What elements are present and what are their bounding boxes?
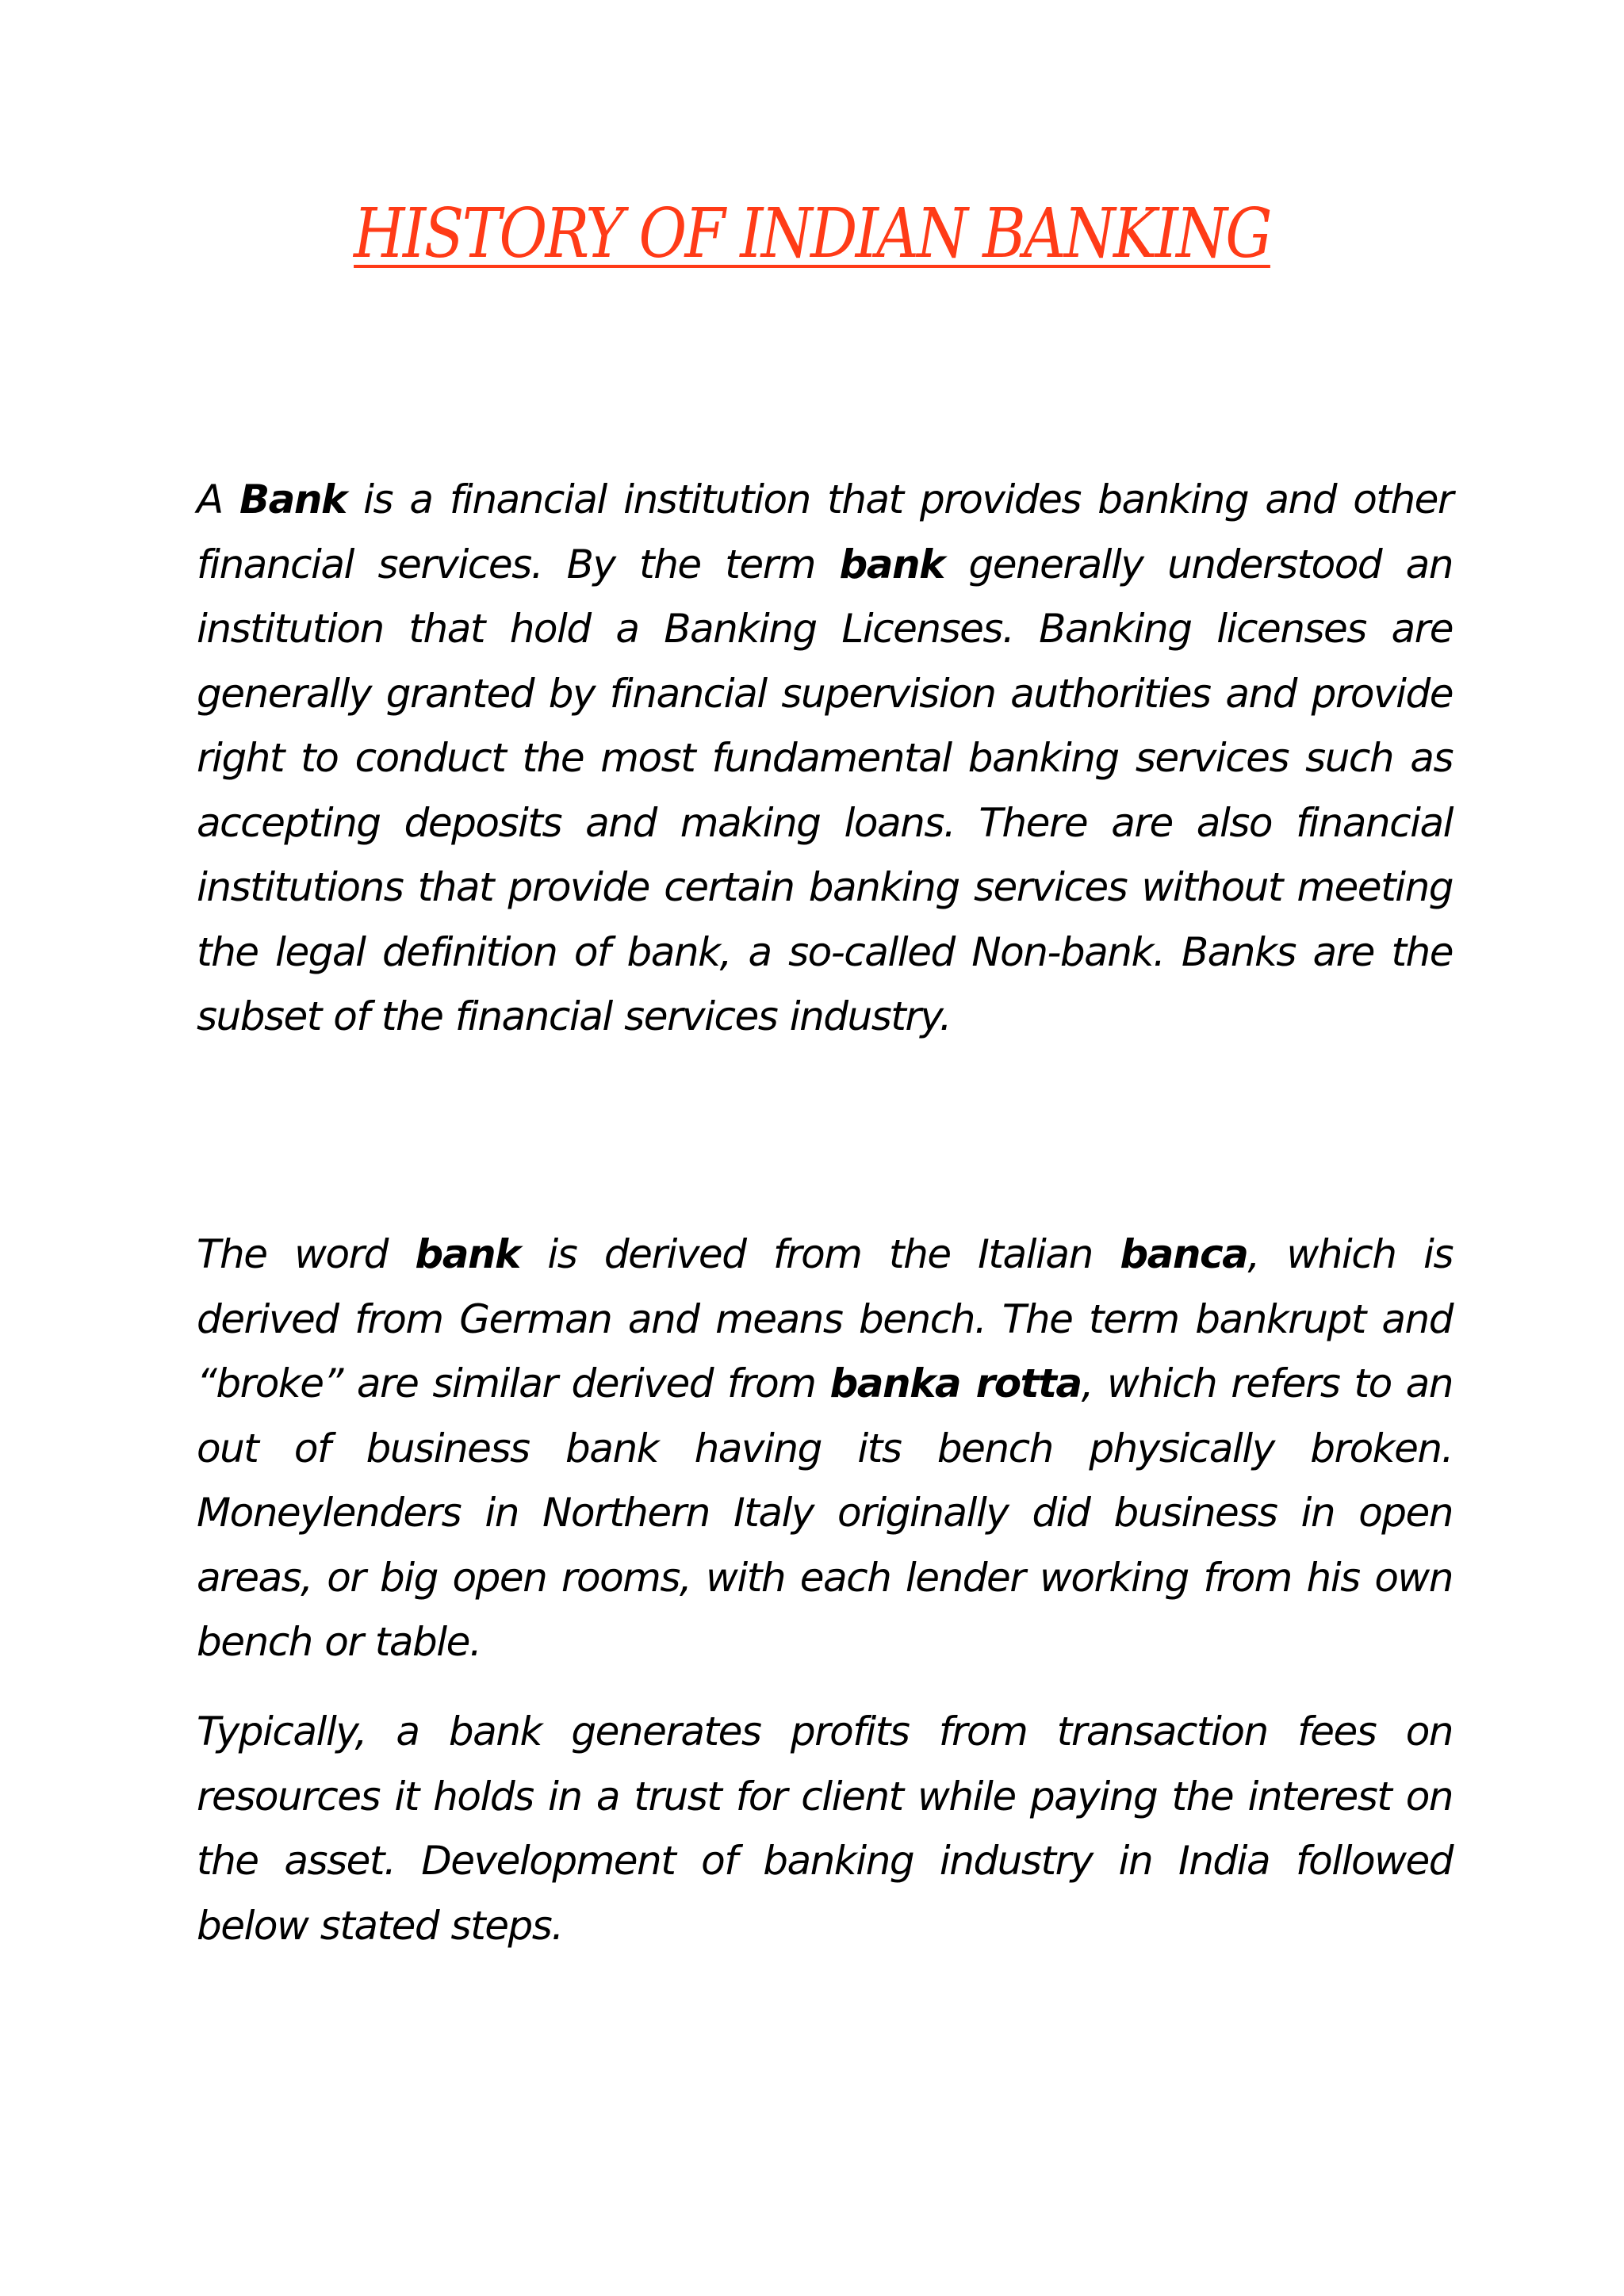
text-segment: A bbox=[197, 476, 240, 522]
text-segment: generally understood an institution that hold a Banking Licenses. Banking licenses are generally granted by financial supervision authorities and provide right to conduct the most fundamental banking services such as accepting deposits and making loans. There are also financial institutions that provide certain banking services without meeting the legal definition of bank, a so-called Non-bank. Banks are the subset of the financial services industry. bbox=[197, 541, 1453, 1039]
text-segment: , which refers to an out of business bank having its bench physically broken. Moneylenders in Northern Italy originally did business in open areas, or big open rooms, with each lender working from his own bench or table. bbox=[197, 1360, 1453, 1665]
text-segment: is a financial institution that provides banking and other financial services. By the term bbox=[197, 476, 1453, 587]
bold-term: banca bbox=[1120, 1231, 1248, 1277]
bold-term: bank bbox=[415, 1231, 520, 1277]
text-segment: , which is derived from German and means bench. The term bankrupt and “broke” are similar derived from bbox=[197, 1231, 1453, 1406]
paragraph-bank-profits bbox=[197, 1700, 1453, 1958]
text-segment: The word bbox=[197, 1231, 416, 1277]
bold-term: banka rotta bbox=[829, 1360, 1082, 1406]
page-title: HISTORY OF INDIAN BANKING bbox=[354, 194, 1270, 274]
paragraph-bank-definition bbox=[197, 468, 1453, 1050]
bold-term: bank bbox=[839, 541, 944, 587]
paragraph-word-origin bbox=[197, 1223, 1453, 1675]
text-segment: is derived from the Italian bbox=[519, 1231, 1120, 1277]
text-segment: Typically, a bank generates profits from transaction fees on resources it holds in a trust for client while paying the interest on the asset. Development of banking industry in India followed below stated steps. bbox=[197, 1709, 1453, 1949]
bold-term: Bank bbox=[239, 476, 347, 522]
